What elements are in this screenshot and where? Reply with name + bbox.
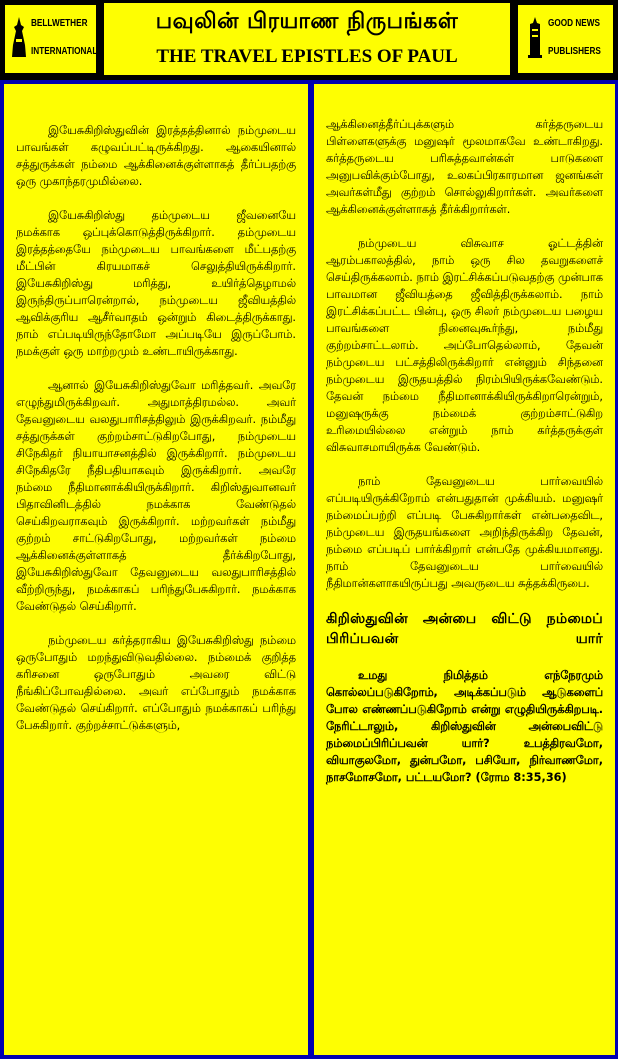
left-logo-line2: INTERNATIONAL xyxy=(31,46,98,57)
paragraph: நம்முடைய கர்த்தராகிய இயேசுகிறிஸ்து நம்மை ஒருபோதும் மறந்துவிடுவதில்லை. நம்மைக் குறித்த கரிசனை ஒருபோதும் அவரை விட்டு நீங்கிப்போவதில்லை. அவர் எப்போதும் நமக்காக வேண்டுதல் செய்கிறார். எப்போதும் நமக்காகப் பரிந்து பேசுகிறார். குற்றச்சாட்டுக்களும், xyxy=(16,634,296,732)
right-logo-line2: PUBLISHERS xyxy=(548,46,601,57)
paragraph: நம்முடைய விசுவாச ஓட்டத்தின் ஆரம்பகாலத்தில், நாம் ஒரு சில தவறுகளைச் செய்திருக்கலாம். நாம் இரட்சிக்கப்படுவதற்கு முன்பாக பாவமான ஜீவியத்தை ஜீவித்திருக்கலாம். நாம் இரட்சிக்கப்பட்ட பின்பு, ஒரு சிலர் நம்முடைய பழைய பாவங்களை நினைவுகூர்ந்து, நம்மீது குற்றம்சாட்டலாம். அப்போதெல்லாம், தேவன் நம்முடைய பட்சத்திலிருக்கிறார் என்னும் சிந்தனை நம்முடைய இருதயத்தில் நிரம்பியிருக்கவேண்டும். தேவன் நம்மை நீதிமானாக்கியிருக்கிறாரென்றும், மனுஷருக்கு நம்மைக் குற்றம்சாட்டுகிற உரிமையில்லை என்றும் நாம் கர்த்தருக்குள் விசுவாசமாயிருக்க வேண்டும். xyxy=(326,237,603,454)
paragraph: இயேசுகிறிஸ்துவின் இரத்தத்தினால் நம்முடைய பாவங்கள் கழுவப்பட்டிருக்கிறது. ஆகையினால் சத்துருக்கள் நம்மை ஆக்கினைக்குள்ளாகத் தீர்ப்பதற்கு ஒரு முகாந்தரமுமில்லை. xyxy=(16,124,296,188)
bellwether-logo xyxy=(3,3,98,75)
left-logo-line1: BELLWETHER xyxy=(31,18,88,29)
right-column xyxy=(314,84,615,1055)
paragraph: இயேசுகிறிஸ்து தம்முடைய ஜீவனையே நமக்காக ஒப்புக்கொடுத்திருக்கிறார். தம்முடைய இரத்தத்தையே நம்முடைய பாவங்களை மீட்பதற்கு மீட்பின் கிரயமாகச் செலுத்தியிருக்கிறார். இயேசுகிறிஸ்து மரித்து, உயிர்த்தெழாமல் இருந்திருப்பாரென்றால், நம்முடைய ஜீவியத்தில் ஆவிக்குரிய ஆசீர்வாதம் ஒன்றும் கிடைத்திருக்காது. நாம் எப்படியிருந்தோமோ அப்படியே இருப்போம். நமக்குள் ஒரு மாற்றமும் உண்டாயிருக்காது. xyxy=(16,209,296,358)
left-column xyxy=(4,84,308,1055)
paragraph: நாம் தேவனுடைய பார்வையில் எப்படியிருக்கிறோம் என்பதுதான் முக்கியம். மனுஷர் நம்மைப்பற்றி எப்படி பேசுகிறார்கள் என்பதைவிட, நம்முடைய இருதயங்களை அறிந்திருக்கிற தேவன், நம்மை எப்படிப் பார்க்கிறார் என்பதே முக்கியமானது. நாம் தேவனுடைய பார்வையில் நீதிமான்களாகயிருப்பது அவருடைய சுத்தக்கிருபை. xyxy=(326,475,603,590)
paragraph: ஆக்கினைத்தீர்ப்புக்களும் கர்த்தருடைய பிள்ளைகளுக்கு மனுஷர் மூலமாகவே உண்டாகிறது. கர்த்தருடைய பரிசுத்தவான்கள் பாடுகளை அனுபவிக்கும்போது, உலகப்பிரகாரமான ஜனங்கள் அவர்கள்மீது குற்றம் சொல்லுகிறார்கள். அவர்களை ஆக்கினைக்குள்ளாகத் தீர்க்கிறார்கள். xyxy=(326,118,603,216)
section-heading: கிறிஸ்துவின் அன்பை விட்டு நம்மைப் பிரிப்பவன் யார் xyxy=(326,611,603,647)
paragraph: ஆனால் இயேசுகிறிஸ்துவோ மரித்தவர். அவரே எழுந்துமிருக்கிறவர். அதுமாத்திரமல்ல. அவர் தேவனுடைய வலதுபாரிசத்திலும் இருக்கிறவர். நம்மீது சத்துருக்கள் குற்றம்சாட்டுகிறபோது, நம்முடைய சிநேகிதர் நியாயாசனத்தில் இருக்கிறார். நம்முடைய சிநேகிதரே நீதிபதியாகவும் இருக்கிறார். அவரே நம்மை நீதிமானாக்கியிருக்கிறார். கிறிஸ்துவானவர் பிதாவினிடத்தில் நமக்காக வேண்டுதல் செய்கிறவராகவும் இருக்கிறார். மற்றவர்கள் நம்மீது குற்றம் சாட்டுகிறபோது, மற்றவர்கள் நம்மை ஆக்கினைக்குள்ளாகத் தீர்க்கிறபோது, இயேசுகிறிஸ்துவோ தேவனுடைய வலதுபாரிசத்தில் வீற்றிருந்து, நமக்காகப் பரிந்துபேசுகிறார். நமக்காக வேண்டுதல் செய்கிறார். xyxy=(16,379,296,613)
header-bar xyxy=(0,0,618,80)
page-title-tamil: பவுலின் பிரயாண நிருபங்கள் xyxy=(155,9,459,34)
good-news-logo xyxy=(516,3,615,75)
title-banner xyxy=(104,3,510,75)
book-icon xyxy=(524,15,546,59)
sheep-bellwether-icon xyxy=(10,15,28,59)
page-title-english: THE TRAVEL EPISTLES OF PAUL xyxy=(156,46,458,67)
scripture-verse: உமது நிமித்தம் எந்நேரமும் கொல்லப்படுகிறோம், அடிக்கப்படும் ஆடுகளைப் போல எண்ணப்படுகிறோம் என்று எழுதியிருக்கிறபடி. நேரிட்டாலும், கிறிஸ்துவின் அன்பைவிட்டு நம்மைப்பிரிப்பவன் யார்? உபத்திரவமோ, வியாகுலமோ, துன்பமோ, பசியோ, நிர்வாணமோ, நாசமோசமோ, பட்டயமோ? (ரோம 8:35,36) xyxy=(326,669,603,784)
right-logo-line1: GOOD NEWS xyxy=(548,18,600,29)
